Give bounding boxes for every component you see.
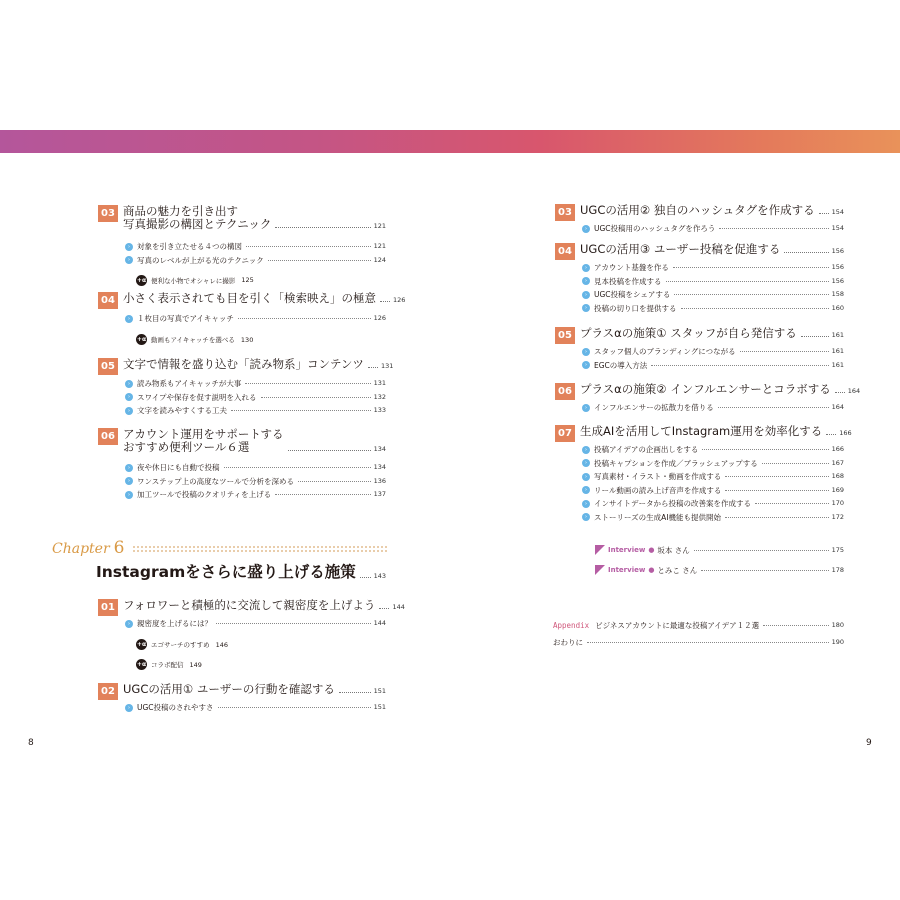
toc-item[interactable] (582, 345, 844, 359)
leader-dots (379, 608, 389, 609)
toc-section-01 (98, 598, 405, 674)
chevron-right-icon: › (125, 243, 133, 251)
toc-item[interactable] (582, 401, 844, 415)
section-number: 03 (555, 204, 575, 221)
page-number: 160 (831, 303, 844, 312)
page-number: 190 (831, 637, 844, 646)
chevron-right-icon: › (125, 477, 133, 485)
afterword-text: おわりに (553, 637, 583, 647)
plus-text: 動画もアイキャッチを選べる (151, 336, 235, 344)
item-text: １枚目の写真でアイキャッチ (137, 314, 234, 324)
plus-text: エゴサーチのすすめ (151, 641, 210, 649)
plus-text: コラボ配信 (151, 661, 184, 669)
toc-section-06 (555, 382, 861, 415)
item-text: UGC投稿のされやすさ (137, 703, 214, 713)
chevron-right-icon: › (582, 500, 590, 508)
toc-item[interactable] (125, 701, 386, 715)
page-number: 130 (240, 335, 254, 344)
item-text: アカウント基盤を作る (594, 263, 669, 273)
leader-dots (784, 252, 828, 253)
page-number: 156 (831, 247, 844, 255)
toc-item[interactable] (125, 617, 386, 631)
leader-dots (360, 577, 371, 578)
section-number: 02 (98, 683, 118, 700)
page-number: 136 (373, 476, 386, 485)
toc-item[interactable] (125, 488, 386, 502)
section-title[interactable]: 小さく表示されても目を引く「検索映え」の極意 (123, 291, 376, 305)
item-text: 投稿アイデアの企画出しをする (594, 445, 699, 455)
page-number: 137 (373, 490, 386, 499)
leader-dots (701, 570, 828, 571)
leader-dots (835, 392, 845, 393)
leader-dots (666, 281, 829, 282)
toc-section-03 (555, 204, 844, 236)
leader-dots (702, 449, 828, 450)
leader-dots (673, 267, 829, 268)
leader-dots (246, 246, 371, 247)
section-title[interactable]: 生成AIを活用してInstagram運用を効率化する (580, 424, 823, 438)
interview-flag-icon (595, 565, 605, 575)
chevron-right-icon: › (582, 513, 590, 521)
appendix-text: ビジネスアカウントに最適な投稿アイデア１２選 (595, 620, 760, 630)
leader-dots (763, 625, 828, 626)
page-number: 156 (831, 276, 844, 285)
chevron-right-icon: › (582, 486, 590, 494)
chevron-right-icon: › (125, 491, 133, 499)
page-number: 121 (373, 222, 386, 230)
toc-item[interactable] (582, 261, 844, 275)
leader-dots (801, 336, 829, 337)
toc-item[interactable] (125, 254, 386, 268)
item-text: インサイトデータから投稿の改善案を作成する (594, 499, 751, 509)
interview-label: Interview (608, 546, 646, 554)
page-number: 151 (373, 687, 386, 695)
chevron-right-icon: › (582, 264, 590, 272)
interview-label: Interview (608, 566, 646, 574)
page-number: 167 (831, 458, 844, 467)
item-text: ストーリーズの生成AI機能も提供開始 (594, 512, 721, 522)
page-number: 144 (373, 619, 386, 628)
toc-item[interactable] (582, 359, 844, 373)
page-number: 161 (831, 331, 844, 339)
section-title[interactable]: フォロワーと積極的に交流して親密度を上げよう (123, 598, 376, 612)
leader-dots (725, 517, 829, 518)
item-text: ワンステップ上の高度なツールで分析を深める (137, 476, 294, 486)
page-number: 144 (392, 603, 405, 611)
leader-dots (718, 407, 829, 408)
item-text: 読み物系もアイキャッチが大事 (137, 379, 242, 389)
chapter-title-row[interactable] (96, 563, 386, 581)
toc-section-06 (98, 428, 386, 502)
chevron-right-icon: › (582, 459, 590, 467)
section-title-line: 商品の魅力を引き出す (123, 204, 238, 218)
toc-item[interactable] (582, 497, 844, 511)
page-number: 125 (241, 276, 254, 284)
chevron-right-icon: › (125, 380, 133, 388)
plus-alpha-icon: +α (136, 276, 147, 284)
toc-item[interactable] (125, 377, 386, 391)
leader-dots (368, 367, 378, 368)
plus-alpha-item[interactable] (136, 331, 386, 349)
leader-dots (725, 476, 828, 477)
chevron-right-icon: › (582, 446, 590, 454)
item-text: UGC投稿をシェアする (594, 290, 671, 300)
toc-item[interactable] (125, 391, 386, 405)
chapter-title: Instagramをさらに盛り上げる施策 (96, 563, 356, 581)
toc-item[interactable] (125, 240, 386, 254)
item-text: スタッフ個人のブランディングにつながる (594, 347, 736, 357)
page-number: 166 (839, 429, 852, 437)
page-number: 161 (831, 347, 844, 356)
interview-dot: ● (648, 546, 655, 554)
item-text: UGC投稿用のハッシュタグを作ろう (594, 224, 716, 234)
section-title-line: アカウント運用をサポートする (123, 427, 284, 441)
chevron-right-icon: › (582, 225, 590, 233)
leader-dots (339, 692, 371, 693)
leader-dots (275, 494, 370, 495)
page-number: 170 (831, 499, 844, 508)
toc-section-04 (555, 243, 844, 315)
leader-dots (587, 642, 829, 643)
page-number: 124 (373, 255, 386, 264)
page-number: 131 (380, 362, 394, 370)
page-number: 134 (373, 463, 386, 472)
page-number: 161 (831, 360, 844, 369)
leader-dots (298, 481, 371, 482)
leader-dots (826, 434, 836, 435)
leader-dots (719, 228, 828, 229)
leader-dots (651, 365, 828, 366)
interview-name: とみこ さん (657, 565, 698, 575)
page-number: 164 (831, 403, 844, 412)
plus-alpha-icon: +α (136, 661, 147, 668)
chapter-label: Chapter (52, 541, 110, 557)
chevron-right-icon: › (125, 620, 133, 628)
leader-dots (819, 213, 829, 214)
page-number: 146 (215, 640, 228, 649)
page-number: 134 (373, 445, 386, 453)
section-title[interactable]: UGCの活用③ ユーザー投稿を促進する (580, 242, 781, 256)
toc-section-02 (98, 683, 386, 715)
section-number: 01 (98, 599, 118, 616)
toc-item[interactable] (582, 443, 844, 457)
chevron-right-icon: › (582, 348, 590, 356)
page-number: 126 (373, 314, 386, 323)
leader-dots (238, 318, 371, 319)
item-text: 親密度を上げるには？ (137, 619, 212, 629)
leader-dots (261, 397, 371, 398)
plus-alpha-item[interactable] (136, 636, 386, 654)
chapter-heading (52, 537, 388, 557)
chevron-right-icon: › (582, 473, 590, 481)
item-text: 見本投稿を作成する (594, 276, 662, 286)
toc-item[interactable] (125, 404, 386, 418)
section-title[interactable] (123, 205, 271, 231)
page-number: 131 (373, 379, 386, 388)
section-number: 04 (555, 243, 575, 260)
leader-dots (740, 351, 829, 352)
leader-dots (755, 503, 829, 504)
folio-left: 8 (28, 738, 34, 748)
leader-dots (674, 294, 828, 295)
page-number: 156 (831, 263, 844, 272)
toc-item[interactable] (582, 457, 844, 471)
item-text: 投稿の切り口を提供する (594, 303, 677, 313)
appendix-entry[interactable] (553, 619, 844, 631)
page-number: 126 (393, 296, 406, 304)
chapter-dot-pattern (132, 545, 388, 553)
item-text: リール動画の読み上げ音声を作成する (594, 485, 722, 495)
toc-section-04 (98, 291, 406, 349)
toc-item[interactable] (125, 461, 386, 475)
header-gradient-band (0, 130, 900, 153)
leader-dots (216, 623, 371, 624)
leader-dots (681, 308, 829, 309)
section-number: 03 (98, 205, 118, 222)
page-number: 154 (831, 224, 844, 233)
page-number: 149 (189, 660, 202, 669)
leader-dots (231, 410, 371, 411)
section-title[interactable] (123, 428, 284, 454)
interview-entry[interactable] (595, 564, 844, 576)
page-number: 143 (373, 572, 386, 580)
item-text: EGCの導入方法 (594, 360, 648, 370)
chevron-right-icon: › (582, 277, 590, 285)
chevron-right-icon: › (582, 291, 590, 299)
leader-dots (762, 463, 829, 464)
toc-item[interactable] (582, 222, 844, 236)
page-number: 168 (831, 472, 844, 481)
section-title-line: 写真撮影の構図とテクニック (123, 217, 272, 231)
plus-alpha-icon: +α (136, 641, 147, 648)
interview-name: 坂本 さん (657, 545, 690, 555)
item-text: インフルエンサーの拡散力を借りる (594, 403, 714, 413)
item-text: 対象を引き立たせる４つの構図 (137, 242, 242, 252)
page-number: 132 (373, 392, 386, 401)
leader-dots (288, 450, 371, 451)
section-number: 04 (98, 292, 118, 309)
section-number: 06 (98, 428, 118, 445)
page-number: 166 (831, 445, 844, 454)
toc-section-03 (98, 205, 386, 289)
toc-section-07 (555, 424, 852, 524)
leader-dots (275, 227, 370, 228)
item-text: 写真のレベルが上がる光のテクニック (137, 255, 264, 265)
toc-item[interactable] (582, 484, 844, 498)
section-title[interactable]: プラスαの施策① スタッフが自ら発信する (580, 326, 797, 340)
section-number: 05 (555, 327, 575, 344)
interview-flag-icon (595, 545, 605, 555)
chapter-number: 6 (113, 538, 125, 558)
section-title[interactable]: 文字で情報を盛り込む「読み物系」コンテンツ (123, 357, 364, 371)
page-number: 175 (831, 545, 844, 554)
page-number: 178 (831, 565, 844, 574)
chevron-right-icon: › (125, 704, 133, 712)
chevron-right-icon: › (125, 315, 133, 323)
appendix-label: Appendix (553, 620, 590, 630)
toc-section-05 (555, 327, 844, 372)
plus-alpha-icon: +α (136, 336, 147, 343)
page-number: 172 (831, 512, 844, 521)
page-number: 133 (373, 406, 386, 415)
page-number: 164 (847, 387, 861, 395)
plus-alpha-item[interactable] (136, 656, 386, 674)
section-number: 07 (555, 425, 575, 442)
page-number: 154 (831, 208, 845, 216)
toc-item[interactable] (125, 312, 386, 326)
toc-item[interactable] (582, 470, 844, 484)
section-number: 06 (555, 383, 575, 400)
toc-item[interactable] (582, 288, 844, 302)
leader-dots (268, 260, 371, 261)
item-text: スワイプや保存を促す説明を入れる (137, 392, 257, 402)
item-text: 投稿キャプションを作成／ブラッシュアップする (594, 458, 758, 468)
folio-right: 9 (866, 738, 872, 748)
toc-item[interactable] (582, 275, 844, 289)
section-title-line: おすすめ便利ツール６選 (123, 440, 250, 454)
page-number: 180 (831, 620, 844, 629)
interview-dot: ● (648, 566, 655, 574)
leader-dots (245, 383, 370, 384)
section-number: 05 (98, 358, 118, 375)
page-number: 169 (831, 485, 844, 494)
page-number: 151 (373, 703, 386, 712)
chevron-right-icon: › (125, 464, 133, 472)
leader-dots (725, 490, 828, 491)
chevron-right-icon: › (125, 256, 133, 264)
section-title[interactable]: プラスαの施策② インフルエンサーとコラボする (580, 382, 831, 396)
chevron-right-icon: › (582, 404, 590, 412)
toc-item[interactable] (582, 511, 844, 525)
leader-dots (218, 707, 371, 708)
chevron-right-icon: › (582, 304, 590, 312)
interview-entry[interactable] (595, 544, 844, 556)
chevron-right-icon: › (125, 393, 133, 401)
chevron-right-icon: › (582, 361, 590, 369)
leader-dots (694, 550, 829, 551)
item-text: 夜や休日にも自動で投稿 (137, 463, 220, 473)
afterword-entry[interactable] (553, 636, 844, 648)
toc-section-05 (98, 357, 394, 418)
section-title[interactable]: UGCの活用② 独自のハッシュタグを作成する (580, 203, 815, 217)
plus-text: 便利な小物でオシャレに撮影 (151, 276, 236, 285)
item-text: 文字を読みやすくする工夫 (137, 406, 227, 416)
chevron-right-icon: › (125, 407, 133, 415)
page-number: 121 (373, 242, 386, 251)
toc-item[interactable] (125, 475, 386, 489)
item-text: 写真素材・イラスト・動画を作成する (594, 472, 722, 482)
page-number: 158 (831, 290, 844, 299)
plus-alpha-item[interactable] (136, 271, 386, 289)
leader-dots (380, 301, 390, 302)
section-title[interactable]: UGCの活用① ユーザーの行動を確認する (123, 682, 335, 696)
leader-dots (224, 467, 371, 468)
toc-item[interactable] (582, 302, 844, 316)
item-text: 加工ツールで投稿のクオリティを上げる (137, 490, 272, 500)
